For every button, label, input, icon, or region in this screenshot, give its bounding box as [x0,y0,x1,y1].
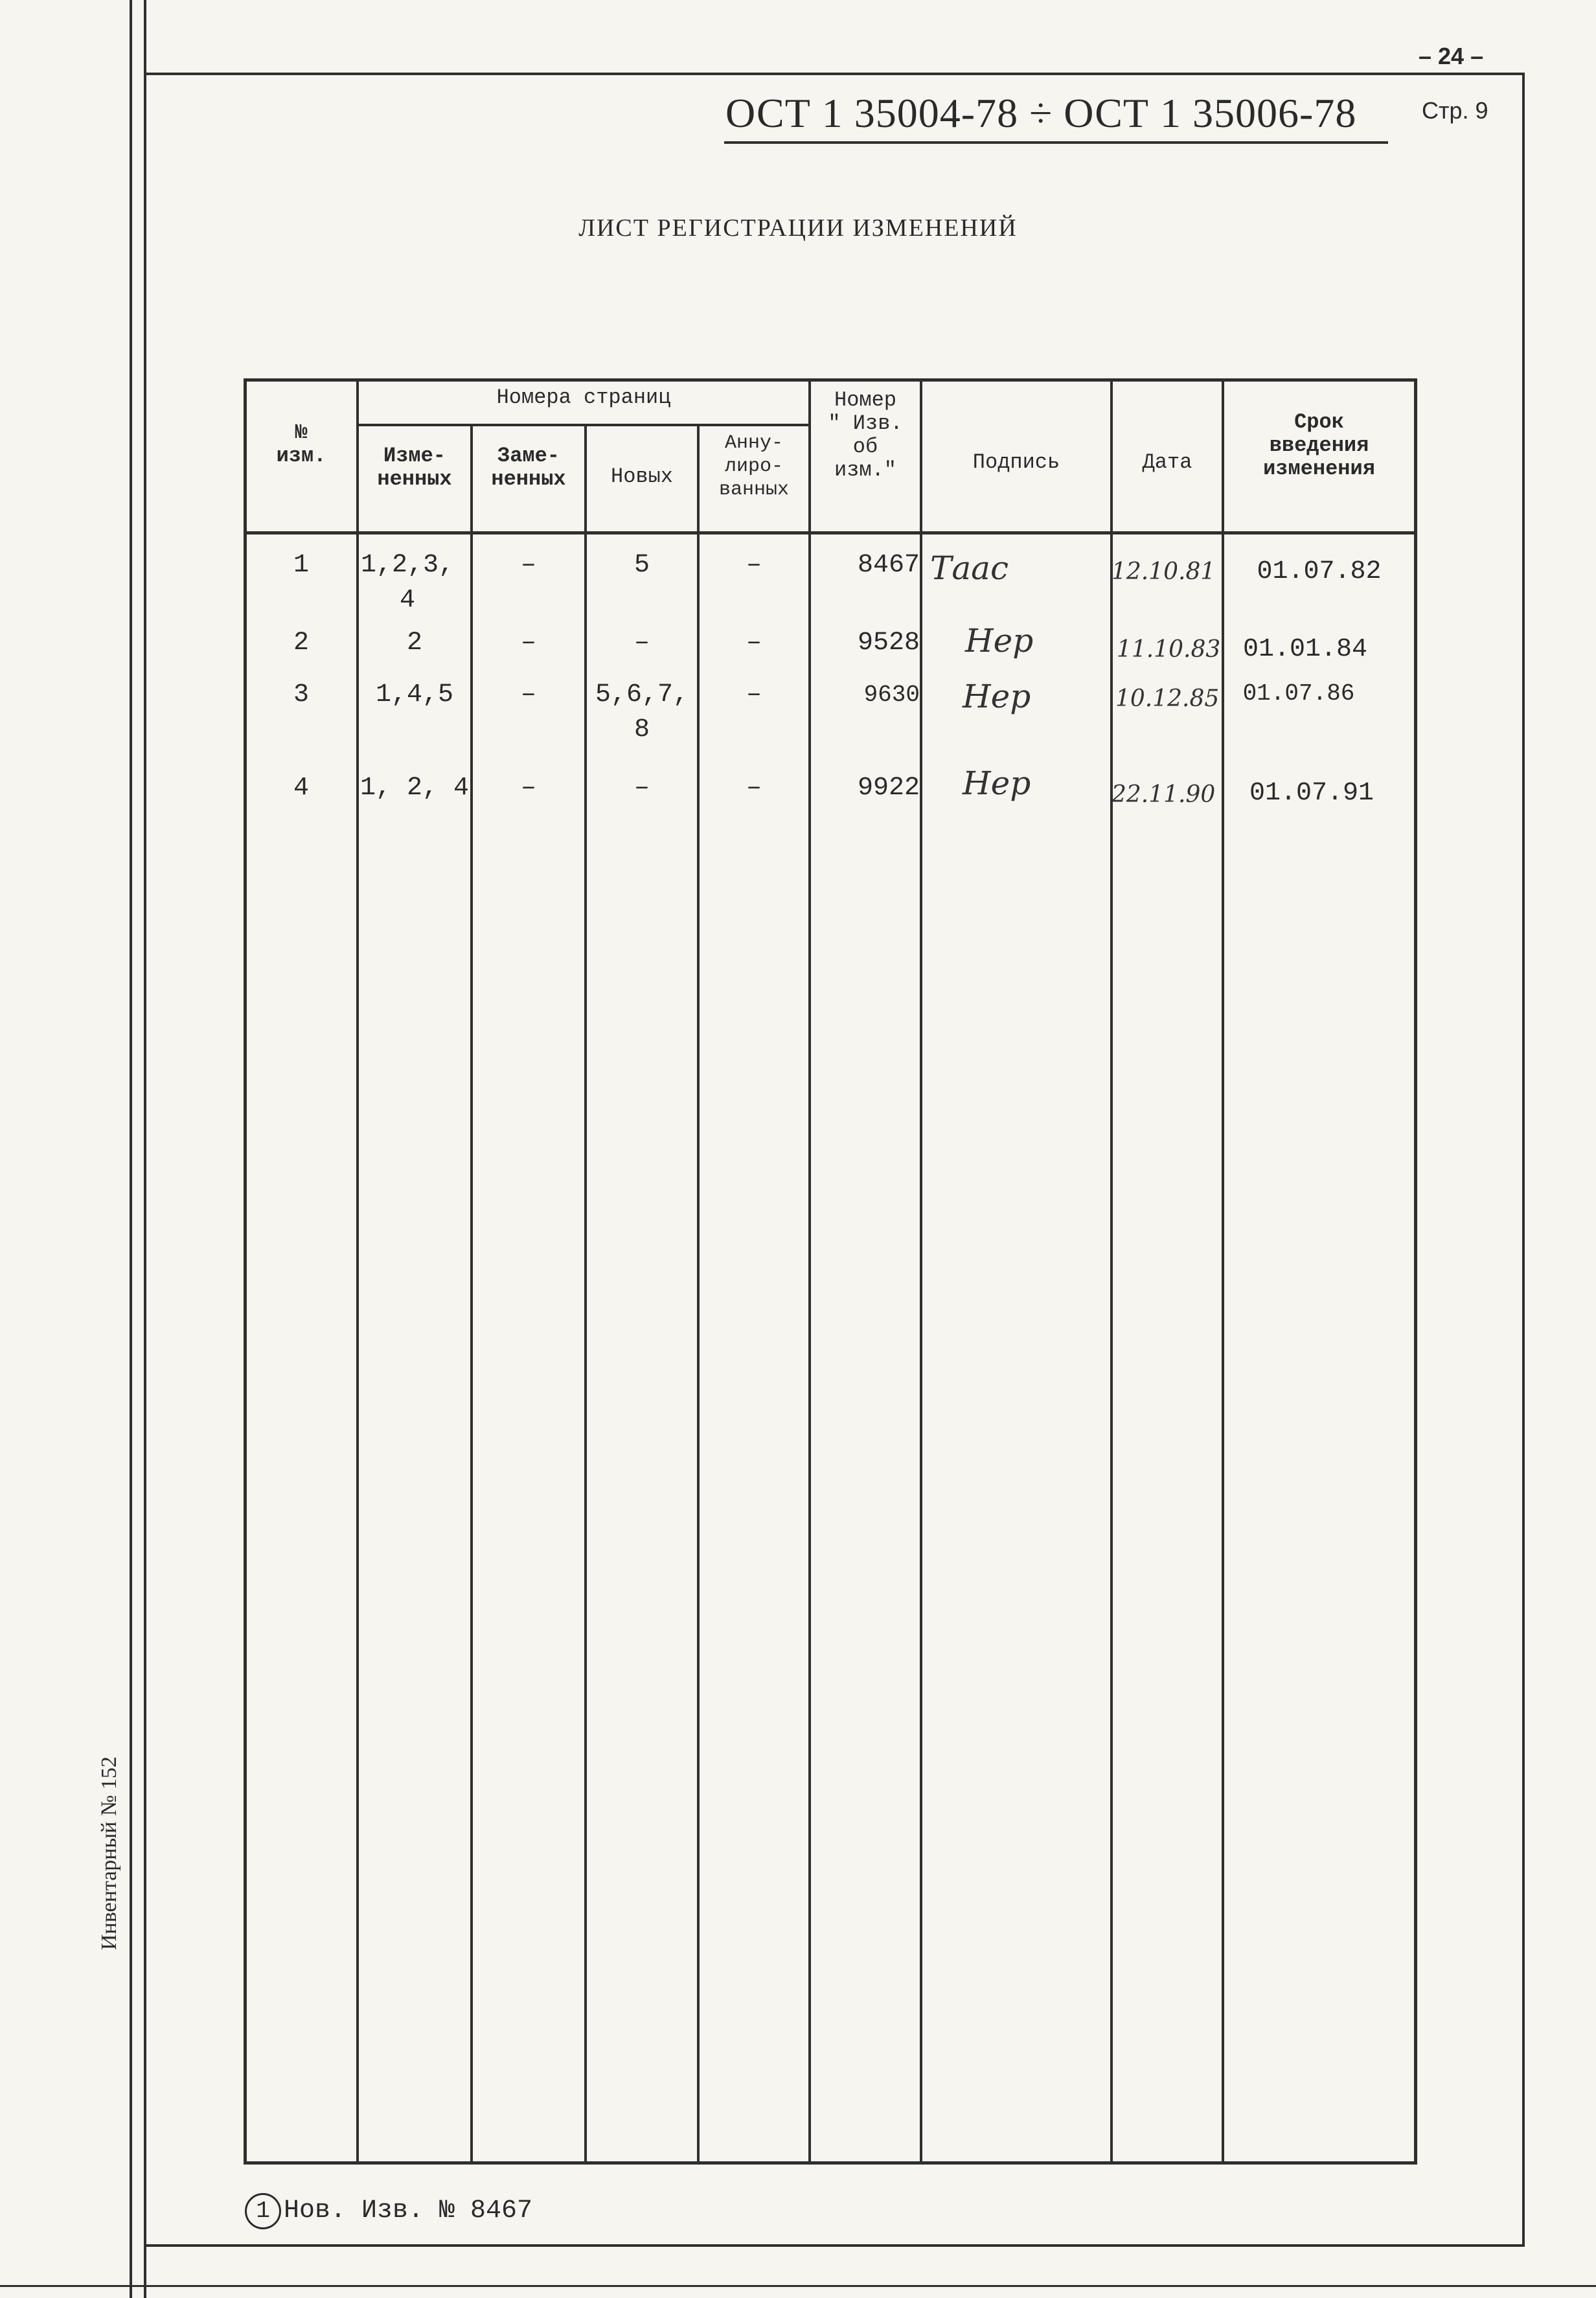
cell-new-pages: – [633,628,650,658]
cell-change-number: 1 [293,551,309,580]
page-reference: Стр. 9 [1422,97,1488,124]
cell-annulled-pages: – [746,551,762,580]
col-divider-6 [920,378,922,2165]
table-bottom-border [244,2161,1417,2165]
frame-right [1522,73,1525,2246]
cell-date: 11.10.83 [1117,636,1221,663]
footnote [245,2193,532,2229]
sheet-title: ЛИСТ РЕГИСТРАЦИИ ИЗМЕНЕНИЙ [578,214,1018,242]
cell-notice-number: 9922 [857,774,920,803]
table-right-border [1414,378,1417,2165]
cell-changed-pages: 2 [406,628,422,658]
footnote-mark: 1 [245,2193,281,2229]
cell-deadline: 01.07.86 [1242,680,1355,707]
header-replaced-pages: Заме- ненных [491,444,566,491]
cell-new-pages: 5 [633,551,650,580]
document-code-underline [724,141,1388,144]
cell-deadline: 01.07.82 [1257,557,1382,586]
page-number: – 24 – [1419,43,1484,69]
inventory-number: Инвентарный № 152 [97,1756,121,1950]
cell-change-number: 4 [293,774,309,803]
document-code: ОСТ 1 35004-78 ÷ ОСТ 1 35006-78 [725,90,1357,136]
header-date: Дата [1142,450,1192,474]
pages-group-divider [356,424,810,426]
cell-replaced-pages: – [520,551,536,580]
cell-annulled-pages: – [746,628,762,658]
cell-replaced-pages: – [520,628,536,658]
header-changed-pages: Изме- ненных [377,444,452,491]
header-change-number: № изм. [276,420,326,468]
cell-changed-pages: 1,2,3, 4 [360,551,455,615]
cell-change-number: 3 [293,680,309,709]
col-divider-7 [1110,378,1113,2165]
cell-deadline: 01.01.84 [1242,635,1368,664]
cell-signature: Нер [963,678,1031,715]
cell-annulled-pages: – [746,680,762,709]
cell-date: 12.10.81 [1112,558,1216,585]
header-page-numbers: Номера страниц [496,385,671,409]
cell-deadline: 01.07.91 [1249,779,1374,808]
cell-annulled-pages: – [746,774,762,803]
table-top-border [244,378,1417,382]
cell-signature: Нер [963,764,1031,802]
cell-new-pages: 5,6,7, 8 [595,680,689,744]
footnote-text: Нов. Изв. № 8467 [284,2196,533,2225]
cell-replaced-pages: – [520,774,536,803]
header-signature: Подпись [972,450,1060,474]
binding-line-right [144,0,146,2298]
cell-new-pages: – [633,774,650,803]
frame-bottom [144,2244,1525,2247]
frame-top [144,73,1525,75]
cell-notice-number: 8467 [857,551,920,580]
cell-date: 10.12.85 [1115,685,1220,712]
cell-date: 22.11.90 [1112,781,1216,808]
header-bottom-border [244,531,1417,534]
cell-changed-pages: 1, 2, 4 [359,774,470,803]
cell-signature: Нер [965,622,1034,660]
page-bottom-line [0,2285,1596,2287]
header-deadline: Срок введения изменения [1263,410,1375,481]
cell-signature: Таас [930,549,1009,587]
cell-replaced-pages: – [520,680,536,709]
cell-notice-number: 9630 [863,682,920,708]
binding-line-left [130,0,132,2298]
header-notice-number: Номер " Изв. об изм." [828,388,903,482]
cell-changed-pages: 1,4,5 [375,680,454,709]
cell-change-number: 2 [293,628,309,658]
cell-notice-number: 9528 [857,628,920,658]
header-annulled-pages: Анну- лиро- ванных [718,432,790,501]
header-new-pages: Новых [610,465,673,488]
